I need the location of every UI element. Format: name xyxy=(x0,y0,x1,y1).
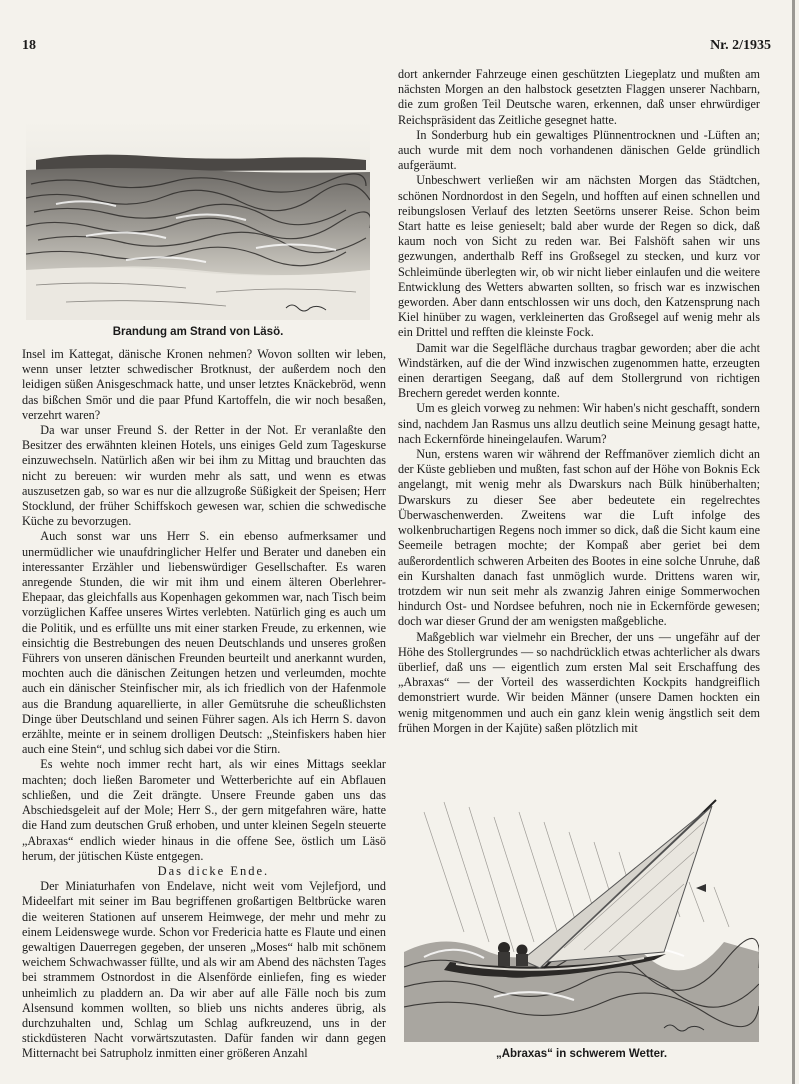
sailboat-storm-illustration xyxy=(404,792,759,1042)
paragraph: Es wehte noch immer recht hart, als wir eines Mittags seeklar machten; doch ließen Barometer und Wetterberichte auf ein Abflauen schließen, und die Zeit drängte. Unsere Freunde gaben uns das Abschiedsgeleit auf der Mole; Herr S., der gern mitgefahren wäre, hatte die Hand zum deutschen Gruß erhoben, und unter kleinen Segeln steuerte „Abraxas“ endlich wieder hinaus in die offene See, östlich um Läsö herum, der jütischen Küste entgegen. xyxy=(22,757,386,863)
paragraph: In Sonderburg hub ein gewaltiges Plünnentrocknen und -Lüften an; auch wurde mit dem noch vorhandenen dänischen Gelde gründlich aufgeräumt. xyxy=(398,127,760,173)
figure-caption-top: Brandung am Strand von Läsö. xyxy=(112,326,284,338)
paragraph: Insel im Kattegat, dänische Kronen nehmen? Wovon sollten wir leben, wenn unser letzter schwedischer Brotknust, der außerdem noch den leidigen süßen Anisgeschmack hatte, und unser letztes Knäckebröd, wenn das bißchen Smör und die paar Pfund Kartoffeln, die wir noch besaßen, verzehrt waren? xyxy=(22,347,386,422)
left-text-column xyxy=(22,347,386,1062)
paragraph: Um es gleich vorweg zu nehmen: Wir haben's nicht geschafft, sondern sind, nachdem Jan Rasmus uns allzu deutlich seine Meinung gesagt hatte, nach Eckernförde hineingelaufen. Warum? xyxy=(398,401,760,446)
right-text-column xyxy=(398,67,760,736)
paragraph: Maßgeblich war vielmehr ein Brecher, der uns — ungefähr auf der Höhe des Stollergrundes — so nachdrücklich etwas achterlicher als dwars überlief, daß uns — eigentlich zum ersten Mal seit Erschaffung des „Abraxas“ — der Vorteil des wasserdichten Kockpits handgreiflich demonstriert wurde. Wir beiden Männer (unsere Damen hockten ein wenig mitgenommen und auch ein ganz klein wenig ängstlich seit dem frühen Morgen in der Kajüte) saßen plötzlich mit xyxy=(398,629,760,735)
paragraph: Nun, erstens waren wir während der Reffmanöver ziemlich dicht an der Küste geblieben und mußten, fast schon auf der Höhe von Boknis Eck angelangt, mit wenig mehr als Dwarskurs nach Bülk hinüberhalten; Dwarskurs zu dieser See aber bedeutete ein regelrechtes Überwaschenwerden. Zweitens war die Luft infolge des wolkenbruchartigen Regens noch immer so dick, daß die Sicht kaum eine Seemeile betragen mochte; der Kompaß aber geriet bei dem außerordentlich schweren Arbeiten des Bootes in eine solche Unruhe, daß ein Kurshalten danach fast unmöglich wurde. Drittens waren wir, trotzdem wir nun seit mehr als zwanzig Jahren einige Sommerwochen hindurch Ost- und Nordsee befuhren, noch nie in Eckernförde gewesen; doch war dieser Grund der am wenigsten maßgebliche. xyxy=(398,447,760,629)
paragraph: Auch sonst war uns Herr S. ein ebenso aufmerksamer und unermüdlicher wie unaufdringlicher Helfer und Berater und daneben ein interessanter Erzähler und liebenswürdiger Gesellschafter. Es waren anregende Stunden, die wir mit ihm und einem älteren Oberlehrer-Ehepaar, das gleichfalls aus Kopenhagen gekommen war, nach Tisch beim vorzüglichen Kaffee unseres Wirtes verlebten. Natürlich ging es auch um die Politik, und es erfüllte uns mit einer starken Freude, zu erkennen, wie einsichtig die Bestrebungen des neuen Deutschlands und unseres großen Führers von unseren dänischen Freunden beurteilt und anerkannt wurden, mochten auch die dänischen Zeitungen hetzen und verleumden, mochte auch ein dänischer Steinfischer mir, als ich friedlich von der Hafenmole aus die Brandung aquarellierte, in aller Gemütsruhe die scheußlichsten Dinge über Deutschland und seinen Führer sagen. Als ich Herrn S. davon erzählte, meinte er in seinem drolligen Deutsch: „Steinfiskers haben hier auch eine Stein“, und schlug sich dabei vor die Stirn. xyxy=(22,529,386,757)
paragraph: Unbeschwert verließen wir am nächsten Morgen das Städtchen, schönen Nordnordost in den Segeln, und hofften auf einen schnellen und reibungslosen Verlauf des letzten Seetörns unserer Reise. Schon beim Start hatte es leise genieselt; bald aber wurde der Regen so dick, daß kaum noch von Sicht zu reden war. Bei Falshöft sahen wir uns gezwungen, anderthalb Reff ins Großsegel zu stecken, und kurz vor Schleimünde überlegten wir, ob wir nicht lieber einlaufen und die weitere Entwicklung des Wetters abwarten sollten, so frisch war es inzwischen geworden. Aber dann entschlossen wir uns doch, den Katzensprung nach Kiel hinüber zu wagen, verkleinerten das Großsegel auf wenig mehr als ein Drittel und refften die kleinste Fock. xyxy=(398,173,760,340)
seascape-surf-illustration xyxy=(26,120,370,320)
figure-caption-bottom: „Abraxas“ in schwerem Wetter. xyxy=(495,1048,668,1060)
page-edge-shadow xyxy=(792,0,795,1084)
paragraph: Der Miniaturhafen von Endelave, nicht weit vom Vejlefjord, und Mideelfart mit seiner im Bau begriffenen großartigen Beltbrücke waren die weiteren Stationen auf unserem Heimwege, der mehr und mehr zu einem Leidenswege wurde. Schon vor Fredericia hatte es Flaute und einen gewaltigen Dauerregen gegeben, der unseren „Moses“ halb mit schönem weichem Schwachwasser füllte, und als wir am Abend des nächsten Tages bei strammem Ostnordost in die Alsenförde einliefen, fing es wieder unheimlich zu pladdern an. Da wir aber auf alle Fälle noch bis zum Alsensund kommen wollten, so blieb uns nichts anderes übrig, als durchzuhalten und, Schlag um Schlag aufkreuzend, uns in der stickdüsteren Nacht vorwärtszutasten. Dafür fanden wir dann gegen Mitternacht bei Satrupholz inmitten einer größeren Anzahl xyxy=(22,879,386,1061)
paragraph: dort ankernder Fahrzeuge einen geschützten Liegeplatz und mußten am nächsten Morgen an den halbstock gesetzten Flaggen unserer Nachbarn, die zum großen Teil Deutsche waren, erkennen, daß unser ehrwürdiger Reichspräsident das Zeitliche gesegnet hatte. xyxy=(398,67,760,127)
paragraph: Da war unser Freund S. der Retter in der Not. Er veranlaßte den Besitzer des erwähnten kleinen Hotels, uns einiges Geld zum Tageskurse einzuwechseln. Natürlich aßen wir bei ihm zu Mittag und brauchten das nicht zu bereuen: wir wurden mehr als satt, und wenn es etwas auszusetzen gab, so war es nur die allzugroße Süßigkeit der Speisen; Herr Stocklund, der früher Schiffskoch gewesen war, schien die schwedische Küche zu bevorzugen. xyxy=(22,423,386,529)
issue-number: Nr. 2/1935 xyxy=(710,38,771,53)
page-number: 18 xyxy=(22,38,36,53)
section-heading: Das dicke Ende. xyxy=(157,863,270,878)
paragraph: Damit war die Segelfläche durchaus tragbar geworden; aber die acht Windstärken, auf die der Wind inzwischen zugenommen hatte, erzeugten einen derartigen Seegang, daß auf dem Stollergrund von richtigen Brechern geredet werden konnte. xyxy=(398,340,760,401)
